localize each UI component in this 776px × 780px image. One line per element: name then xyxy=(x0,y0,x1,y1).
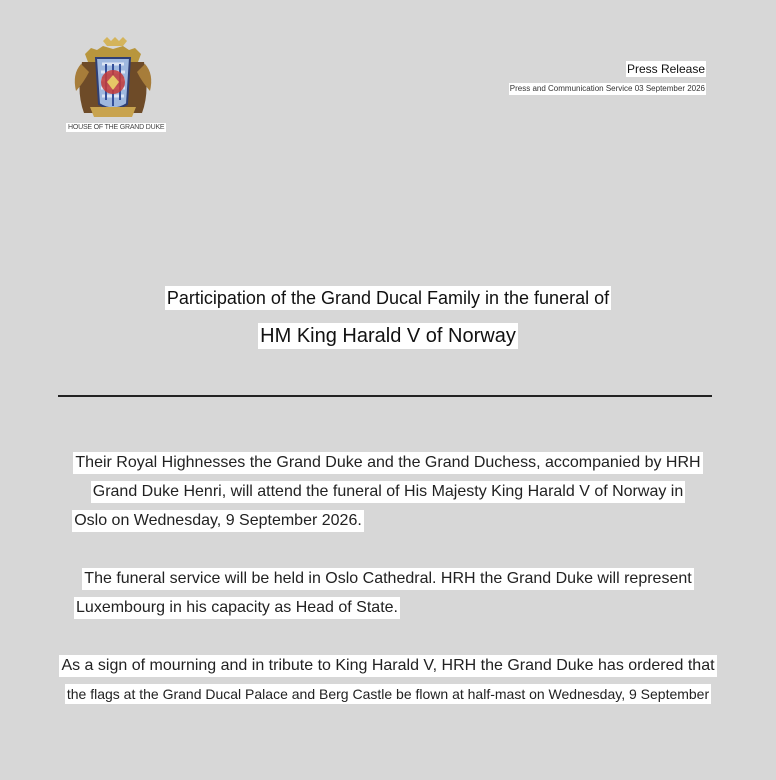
paragraph-3-line-2 xyxy=(0,684,776,704)
paragraph-2-line-1-text: The funeral service will be held in Oslo Cathedral. HRH the Grand Duke will represent xyxy=(82,568,693,590)
paragraph-2-line-1 xyxy=(0,568,776,590)
press-release-title: Press Release xyxy=(626,62,705,76)
paragraph-1-line-2 xyxy=(0,481,776,503)
paragraph-1-line-3 xyxy=(0,510,606,532)
paragraph-2-line-2 xyxy=(0,597,625,619)
headline-line-2 xyxy=(0,323,776,349)
press-release-subtitle: Press and Communication Service 03 September 2026 xyxy=(509,84,705,93)
crest-icon xyxy=(66,36,160,122)
paragraph-1-line-1 xyxy=(0,452,776,474)
paragraph-1-line-2-text: Grand Duke Henri, will attend the funeral of His Majesty King Harald V of Norway in xyxy=(91,481,685,503)
paragraph-1-line-3-text: Oslo on Wednesday, 9 September 2026. xyxy=(72,510,364,532)
press-release-header xyxy=(509,60,706,96)
paragraph-3-line-1 xyxy=(0,655,776,677)
paragraph-1-line-1-text: Their Royal Highnesses the Grand Duke and the Grand Duchess, accompanied by HRH xyxy=(73,452,702,474)
paragraph-3-line-1-text: As a sign of mourning and in tribute to King Harald V, HRH the Grand Duke has ordered that xyxy=(59,655,716,677)
crest-label: HOUSE OF THE GRAND DUKE xyxy=(68,124,165,131)
paragraph-3-line-2-text: the flags at the Grand Ducal Palace and Berg Castle be flown at half-mast on Wednesday, 9 September xyxy=(66,686,710,702)
royal-crest-logo xyxy=(64,36,165,134)
paragraph-2-line-2-text: Luxembourg in his capacity as Head of State. xyxy=(74,597,400,619)
section-divider xyxy=(58,395,712,397)
headline-line-1-text: Participation of the Grand Ducal Family in the funeral of xyxy=(166,288,610,308)
headline-line-1 xyxy=(0,286,776,310)
headline-line-2-text: HM King Harald V of Norway xyxy=(260,325,516,347)
